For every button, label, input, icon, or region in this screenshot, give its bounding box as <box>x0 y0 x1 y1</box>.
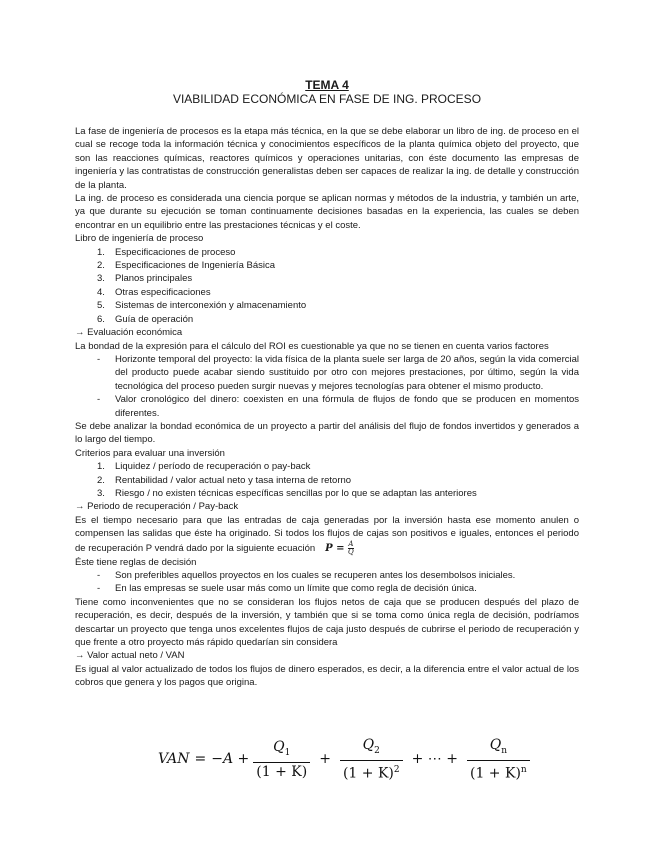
paragraph-van: Es igual al valor actualizado de todos los flujos de dinero esperados, es decir, a la diferencia entre el valor actual de los cobros que genera y los pagos que origina. <box>75 663 579 689</box>
list-item: 5. Sistemas de interconexión y almacenamiento <box>97 300 307 312</box>
fraction-term-1: $\frac{Q_1}{(1 + K)}$ <box>253 738 310 781</box>
libro-list <box>75 246 579 326</box>
heading-payback: → Periodo de recuperación / Pay-back <box>75 501 239 513</box>
list-item: 4. Otras especificaciones <box>97 286 211 298</box>
page-title: TEMA 4 <box>305 78 349 92</box>
formula-payback: P = $\frac{A}{Q}$ <box>325 539 354 556</box>
list-item: 3. Planos principales <box>97 273 193 285</box>
list-item: 1. Especificaciones de proceso <box>97 246 236 258</box>
heading-evaluacion: → Evaluación económica <box>75 327 183 339</box>
page-subtitle: VIABILIDAD ECONÓMICA EN FASE DE ING. PROCESO <box>172 92 482 106</box>
paragraph-intro: La fase de ingeniería de procesos es la etapa más técnica, en la que se debe elaborar un libro de ing. de proceso en el cual se recoge toda la información técnica y conocimientos específicos de la planta química objeto del proyecto, que son las reacciones químicas, reactores químicos y operaciones unitarias, con éste documento las empresas de ingeniería y las contratistas de construcción generalistas deben ser capaces de realizar la ing. de detalle y construcción de la planta. <box>75 126 579 191</box>
reglas-label: Éste tiene reglas de decisión <box>75 556 197 568</box>
heading-van: → Valor actual neto / VAN <box>75 650 185 662</box>
list-item: 2. Rentabilidad / valor actual neto y tasa interna de retorno <box>97 474 352 486</box>
list-item: 1. Liquidez / período de recuperación o pay-back <box>97 461 311 473</box>
paragraph-inconvenientes: Tiene como inconvenientes que no se consideran los flujos netos de caja que se producen después del plazo de recuperación, es decir, después de la inversión, y también que si se toma como única regla de decisión, podríamos descartar un proyecto que tenga unos excelentes flujos de caja justo después de cubrirse el periodo de recuperación y que frente a otro proyecto más rápido quedarían sin considera <box>75 596 579 649</box>
formula-van: VAN = −A + $\frac{Q_1}{(1 + K)}$ + $\frac{Q_2}{(1 + K)^2}$ + ⋯ + $\frac{Q_n}{(1 + K)^n}$ <box>158 736 534 782</box>
list-item: 2. Especificaciones de Ingeniería Básica <box>97 260 276 272</box>
list-item: - Horizonte temporal del proyecto: la vida física de la planta suele ser larga de 20 años, según la vida comercial del producto puede acabar siendo sustituido por otro con mejores prestaciones, por último, según la vida tecnológica del proceso pueden surgir nuevas y mejores tecnologías para obtener el mismo producto. <box>97 353 579 392</box>
fraction-term-n: $\frac{Q_n}{(1 + K)^n}$ <box>467 736 530 782</box>
list-item: - Son preferibles aquellos proyectos en los cuales se recuperen antes los desembolsos iniciales. <box>97 570 516 581</box>
list-item: - En las empresas se suele usar más como un límite que como regla de decisión única. <box>97 583 477 595</box>
factores-list <box>75 353 579 420</box>
paragraph-payback: Es el tiempo necesario para que las entradas de caja generadas por la inversión hasta ese momento anulen o compensen las salidas que éste ha originado. Si todos los flujos de cajas son positivos e iguales, entonces el periodo de recuperación P vendrá dado por la siguiente ecuación P = $\frac{A}{Q}$ <box>75 514 579 556</box>
paragraph-bondad: Se debe analizar la bondad económica de un proyecto a partir del análisis del flujo de fondos invertidos y generados a lo largo del tiempo. <box>75 420 579 446</box>
libro-label: Libro de ingeniería de proceso <box>75 233 204 245</box>
criterios-label: Criterios para evaluar una inversión <box>75 447 225 459</box>
document-page <box>75 78 579 690</box>
list-item: 3. Riesgo / no existen técnicas específicas sencillas por lo que se adaptan las anteriores <box>97 487 477 499</box>
paragraph-roi: La bondad de la expresión para el cálculo del ROI es cuestionable ya que no se tienen en cuenta varios factores <box>75 340 549 352</box>
paragraph-ing-proceso: La ing. de proceso es considerada una ciencia porque se aplican normas y métodos de la industria, y también un arte, ya que durante su ejecución se toman continuamente decisiones basadas en la experiencia, las cuales se deben encontrar en un equilibrio entre las prestaciones técnicas y el coste. <box>75 193 579 231</box>
criterios-list <box>75 460 579 500</box>
reglas-list <box>75 569 579 596</box>
fraction-term-2: $\frac{Q_2}{(1 + K)^2}$ <box>340 736 403 782</box>
list-item: - Valor cronológico del dinero: coexisten en una fórmula de flujos de fondo que se producen en momentos diferentes. <box>97 394 579 419</box>
list-item: 6. Guía de operación <box>97 313 194 325</box>
